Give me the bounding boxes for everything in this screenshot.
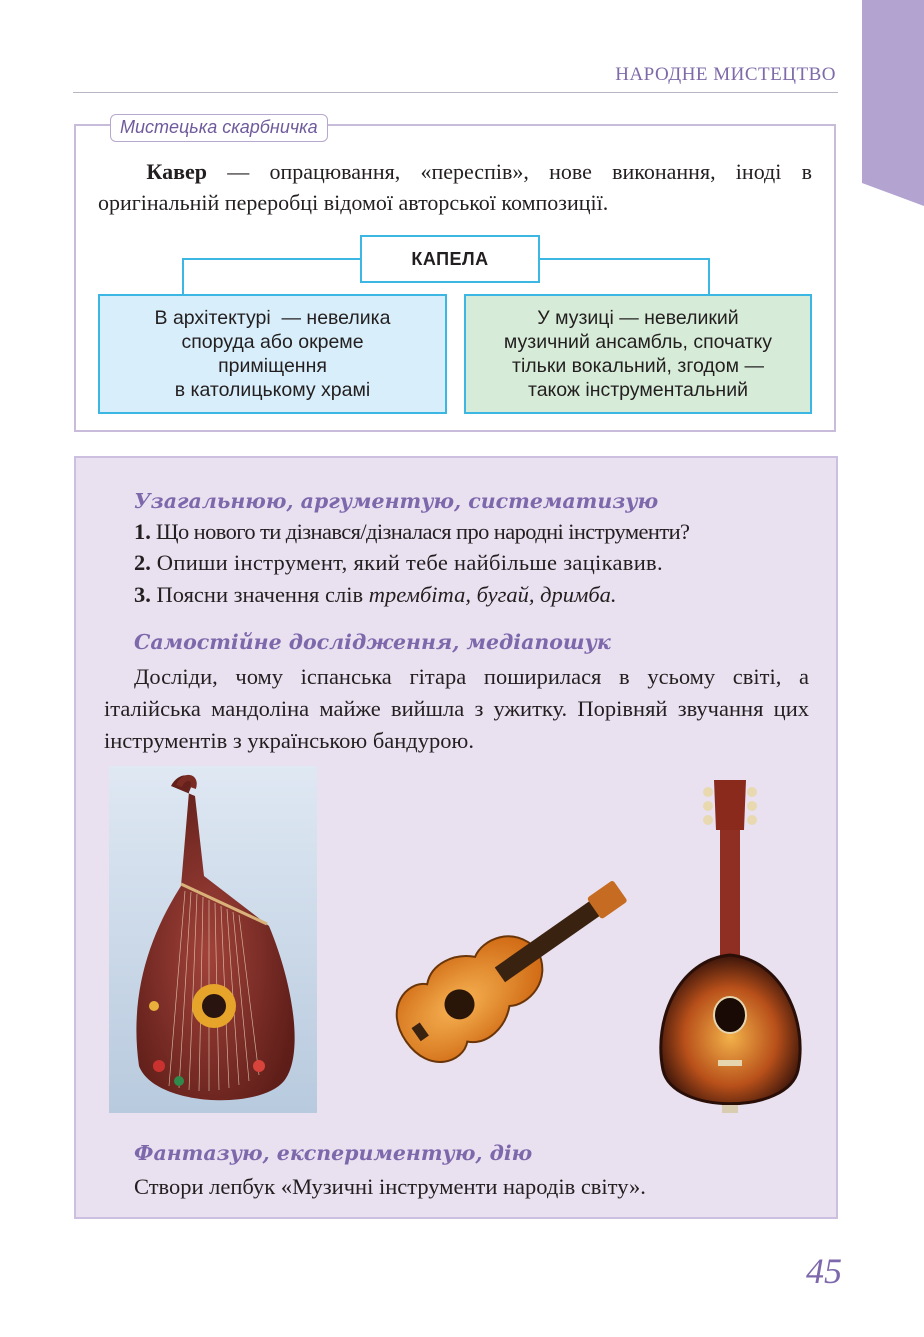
page-number: 45 [806,1251,842,1291]
music-line: музичний ансамбль, спочатку [503,331,773,353]
architecture-line: приміщення [218,355,327,377]
bandura-image [109,766,317,1113]
header-divider [73,92,838,93]
guitar-image [330,790,640,1110]
diagram-center-term: КАПЕЛА [360,235,540,283]
definition-term: Кавер [146,159,207,184]
architecture-line: в католицькому храмі [174,379,371,401]
question-number: 1. [134,519,151,544]
question-3 [134,582,617,608]
generalize-heading: Узагальнюю, аргументую, систематизую [134,489,659,513]
diagram-music-box [464,294,812,414]
architecture-line: споруда або окреме [181,331,364,353]
music-line: також інструментальний [527,379,748,401]
question-text: Поясни значення слів [150,582,369,607]
section-title: НАРОДНЕ МИСТЕЦТВО [615,64,836,85]
research-heading: Самостійне дослідження, медіапошук [134,630,611,654]
question-number: 3. [134,582,151,607]
question-number: 2. [134,550,151,575]
treasury-label: Мистецька скарбничка [110,114,328,142]
definition-text: — опрацювання, «переспів», нове виконання, іноді в оригінальній переробці відомої авторської композиції. [98,159,812,215]
fantasy-text: Створи лепбук «Музичні інструменти народів світу». [134,1174,646,1199]
fantasy-heading: Фантазую, експериментую, дію [134,1141,533,1165]
cover-definition [98,156,812,218]
mandolin-image [648,760,810,1130]
question-text: Опиши інструмент, який тебе найбільше зацікавив. [150,550,663,575]
question-text: Що нового ти дізнався/дізналася про народні інструменти? [150,519,690,544]
question-terms: трембіта, бугай, дримба. [368,582,617,607]
music-line: У музиці — невеликий [537,307,739,329]
diagram-architecture-box [98,294,447,414]
chapter-tab [862,0,924,206]
music-line: тільки вокальний, згодом — [512,355,764,377]
question-1 [134,519,689,545]
research-text: Досліди, чому іспанська гітара поширилася в усьому світі, а італійська мандоліна майже вийшла з ужитку. Порівняй звучання цих інструментів з українською бандурою. [104,664,809,753]
question-2 [134,550,663,576]
architecture-line: В архітектурі — невелика [154,307,391,329]
